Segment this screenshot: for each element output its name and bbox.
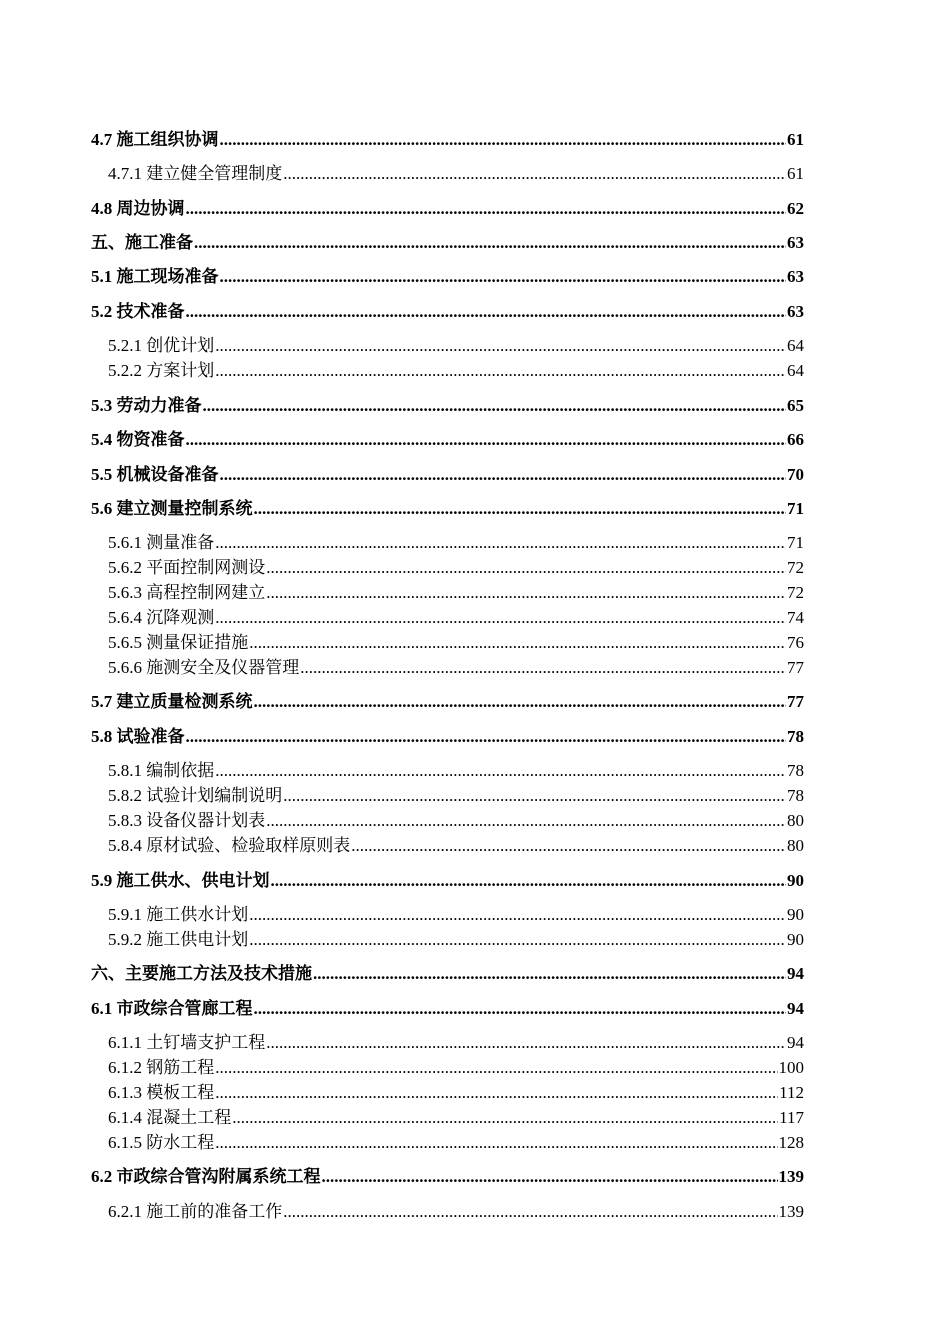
toc-entry-page: 70 <box>787 465 804 484</box>
toc-entry-page: 77 <box>787 658 804 677</box>
dot-leader <box>254 499 787 519</box>
toc-entry-page: 94 <box>787 999 804 1018</box>
dot-leader <box>186 199 787 219</box>
toc-entry-page: 128 <box>778 1133 804 1152</box>
toc-entry <box>108 1104 804 1128</box>
toc-entry <box>91 195 804 219</box>
toc-entry-page: 90 <box>787 871 804 890</box>
toc-entry-page: 139 <box>778 1202 804 1221</box>
toc-entry-page: 71 <box>787 499 804 518</box>
toc-entry <box>108 782 804 806</box>
toc-entry-title: 4.7.1 建立健全管理制度 <box>108 164 283 183</box>
toc-entry-page: 76 <box>787 633 804 652</box>
dot-leader <box>220 465 787 485</box>
toc-entry-page: 90 <box>787 930 804 949</box>
toc-entry-page: 66 <box>787 430 804 449</box>
dot-leader <box>220 130 787 150</box>
toc-entry-title: 五、施工准备 <box>91 233 193 252</box>
toc-entry-page: 61 <box>787 164 804 183</box>
toc-entry-page: 90 <box>787 905 804 924</box>
toc-entry-title: 5.2.2 方案计划 <box>108 361 215 380</box>
dot-leader <box>254 999 787 1019</box>
toc-entry-page: 77 <box>787 692 804 711</box>
toc-entry-page: 72 <box>787 583 804 602</box>
toc-entry-title: 5.7 建立质量检测系统 <box>91 692 253 711</box>
dot-leader <box>215 533 786 553</box>
toc-entry-title: 6.1 市政综合管廊工程 <box>91 999 253 1018</box>
toc-entry-page: 94 <box>787 964 804 983</box>
toc-entry <box>108 832 804 856</box>
dot-leader <box>266 811 786 831</box>
toc-entry-title: 6.1.5 防水工程 <box>108 1133 215 1152</box>
toc-entry-title: 5.5 机械设备准备 <box>91 465 219 484</box>
dot-leader <box>322 1167 778 1187</box>
dot-leader <box>266 1033 786 1053</box>
toc-entry <box>91 688 804 712</box>
dot-leader <box>266 583 786 603</box>
toc-entry <box>108 1054 804 1078</box>
toc-entry-title: 5.9.1 施工供水计划 <box>108 905 249 924</box>
dot-leader <box>220 267 787 287</box>
toc-entry-title: 5.6.3 高程控制网建立 <box>108 583 266 602</box>
toc-entry-page: 72 <box>787 558 804 577</box>
toc-entry <box>108 1079 804 1103</box>
toc-entry-page: 80 <box>787 811 804 830</box>
toc-entry <box>108 807 804 831</box>
toc-entry-title: 5.1 施工现场准备 <box>91 267 219 286</box>
toc-entry <box>108 629 804 653</box>
toc-entry <box>91 995 804 1019</box>
dot-leader <box>283 164 786 184</box>
toc-entry-title: 6.2 市政综合管沟附属系统工程 <box>91 1167 321 1186</box>
toc-entry-title: 5.8 试验准备 <box>91 727 185 746</box>
toc-entry <box>91 461 804 485</box>
toc-entry-page: 78 <box>787 761 804 780</box>
toc-entry <box>91 263 804 287</box>
toc-entry-page: 61 <box>787 130 804 149</box>
toc-entry-page: 71 <box>787 533 804 552</box>
dot-leader <box>271 871 787 891</box>
toc-entry-page: 74 <box>787 608 804 627</box>
toc-entry-page: 65 <box>787 396 804 415</box>
dot-leader <box>215 761 786 781</box>
toc-entry <box>91 1163 804 1187</box>
toc-entry-title: 5.9.2 施工供电计划 <box>108 930 249 949</box>
toc-entry <box>108 654 804 678</box>
toc-entry-title: 4.8 周边协调 <box>91 199 185 218</box>
dot-leader <box>254 692 787 712</box>
toc-entry-page: 100 <box>778 1058 804 1077</box>
dot-leader <box>215 608 786 628</box>
dot-leader <box>186 430 787 450</box>
dot-leader <box>203 396 787 416</box>
toc-entry <box>91 723 804 747</box>
toc-entry-title: 5.2.1 创优计划 <box>108 336 215 355</box>
toc-entry <box>108 1198 804 1222</box>
toc-entry <box>108 757 804 781</box>
toc-entry <box>108 604 804 628</box>
toc-entry-page: 62 <box>787 199 804 218</box>
toc-entry-page: 78 <box>787 786 804 805</box>
dot-leader <box>351 836 786 856</box>
dot-leader <box>194 233 786 253</box>
toc-entry-title: 5.8.2 试验计划编制说明 <box>108 786 283 805</box>
toc-entry <box>108 926 804 950</box>
dot-leader <box>300 658 786 678</box>
toc-entry <box>91 495 804 519</box>
toc-entry <box>108 357 804 381</box>
toc-entry-page: 112 <box>779 1083 804 1102</box>
toc-entry <box>108 901 804 925</box>
toc-entry <box>91 960 804 984</box>
toc-entry <box>91 126 804 150</box>
dot-leader <box>313 964 786 984</box>
toc-entry-title: 6.1.3 模板工程 <box>108 1083 215 1102</box>
toc-entry-page: 94 <box>787 1033 804 1052</box>
toc-entry-title: 5.8.3 设备仪器计划表 <box>108 811 266 830</box>
dot-leader <box>249 633 786 653</box>
toc-entry-title: 5.8.4 原材试验、检验取样原则表 <box>108 836 351 855</box>
toc-entry-title: 6.1.1 土钉墙支护工程 <box>108 1033 266 1052</box>
toc-entry <box>91 229 804 253</box>
toc-entry-title: 5.6.2 平面控制网测设 <box>108 558 266 577</box>
dot-leader <box>215 1058 777 1078</box>
toc-entry-page: 117 <box>779 1108 804 1127</box>
toc-entry-title: 6.2.1 施工前的准备工作 <box>108 1202 283 1221</box>
dot-leader <box>215 361 786 381</box>
toc-entry-title: 六、主要施工方法及技术措施 <box>91 964 312 983</box>
dot-leader <box>283 1202 777 1222</box>
toc-entry-title: 5.6.6 施测安全及仪器管理 <box>108 658 300 677</box>
toc-entry-page: 139 <box>778 1167 804 1186</box>
toc-entry <box>108 579 804 603</box>
toc-entry <box>108 332 804 356</box>
toc-entry-title: 5.9 施工供水、供电计划 <box>91 871 270 890</box>
toc-entry-title: 5.6.4 沉降观测 <box>108 608 215 627</box>
dot-leader <box>283 786 786 806</box>
dot-leader <box>266 558 786 578</box>
toc-entry-title: 6.1.2 钢筋工程 <box>108 1058 215 1077</box>
toc-entry-page: 80 <box>787 836 804 855</box>
toc-entry-title: 5.3 劳动力准备 <box>91 396 202 415</box>
toc-entry <box>108 554 804 578</box>
toc-entry <box>91 298 804 322</box>
toc-entry-page: 78 <box>787 727 804 746</box>
dot-leader <box>186 302 787 322</box>
toc-entry <box>108 1129 804 1153</box>
toc-entry-title: 4.7 施工组织协调 <box>91 130 219 149</box>
toc-entry <box>91 426 804 450</box>
toc-entry-title: 5.6.5 测量保证措施 <box>108 633 249 652</box>
dot-leader <box>215 1133 777 1153</box>
toc-entry-title: 5.4 物资准备 <box>91 430 185 449</box>
dot-leader <box>249 930 786 950</box>
toc-entry-page: 64 <box>787 361 804 380</box>
toc-entry-page: 63 <box>787 302 804 321</box>
dot-leader <box>215 336 786 356</box>
toc-entry-page: 63 <box>787 267 804 286</box>
toc-entry-title: 6.1.4 混凝土工程 <box>108 1108 232 1127</box>
toc-entry <box>91 867 804 891</box>
toc-entry-page: 63 <box>787 233 804 252</box>
dot-leader <box>215 1083 778 1103</box>
dot-leader <box>186 727 787 747</box>
toc-entry <box>108 160 804 184</box>
dot-leader <box>249 905 786 925</box>
toc-entry-title: 5.6 建立测量控制系统 <box>91 499 253 518</box>
toc-entry-title: 5.6.1 测量准备 <box>108 533 215 552</box>
toc-entry <box>108 529 804 553</box>
dot-leader <box>232 1108 778 1128</box>
toc-entry <box>91 392 804 416</box>
toc-entry-page: 64 <box>787 336 804 355</box>
toc-entry-title: 5.2 技术准备 <box>91 302 185 321</box>
toc-entry-title: 5.8.1 编制依据 <box>108 761 215 780</box>
toc-entry <box>108 1029 804 1053</box>
